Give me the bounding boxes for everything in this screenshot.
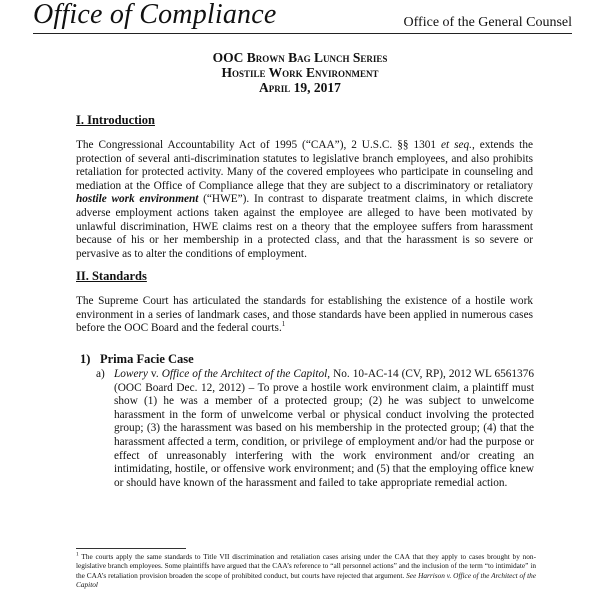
topic-title: Hostile Work Environment — [221, 65, 379, 80]
case-office: Office of the Architect of the Capitol — [161, 368, 328, 380]
office-name: Office of the General Counsel — [403, 15, 572, 30]
list-item — [96, 368, 534, 490]
subsection-heading — [80, 352, 194, 366]
standards-paragraph — [76, 295, 533, 336]
office-logo-text: Office of Compliance — [33, 0, 277, 30]
case-description: , No. 10-AC-14 (CV, RP), 2012 WL 6561376 (OOC Board Dec. 12, 2012) – To prove a hostile work environment claim, a plaintiff must show (1) he was a member of a protected group; (2) he was subject to unwelcome harassment in the form of unwelcome verbal or physical conduct involving the protected group; (3) the harassment was based on his membership in the protected group; (4) that the harassment affected a term, condition, or privilege of employment and/or had the purpose or effect of unreasonably interfering with the work environment and/or creating an intimidating, hostile, or offensive work environment; and (5) that the employing office knew or should have known of the harassment and failed to take appropriate remedial action. — [114, 368, 534, 489]
case-party: Lowery — [114, 368, 148, 380]
date-title: April 19, 2017 — [259, 80, 341, 95]
list-item-letter: a) — [96, 368, 105, 380]
case-versus: v. — [147, 368, 162, 380]
section-heading-standards: II. Standards — [76, 269, 147, 283]
footnote-marker: 1 — [76, 551, 79, 558]
letterhead — [0, 0, 600, 36]
subsection-title: Prima Facie Case — [100, 352, 194, 366]
series-title: OOC Brown Bag Lunch Series — [212, 50, 388, 65]
footnote-reference[interactable]: 1 — [281, 320, 286, 329]
footnote — [76, 552, 536, 590]
intro-text-a: The Congressional Accountability Act of 1995 (“CAA”), 2 U.S.C. §§ 1301 — [76, 139, 441, 151]
header-rule — [33, 33, 572, 34]
standards-text: The Supreme Court has articulated the standards for establishing the existence of a hostile work environment in a series of landmark cases, and those standards have been applied in numerous cases before the OOC Board and the federal courts. — [76, 295, 533, 335]
footnote-rule — [76, 548, 186, 549]
subsection-number: 1) — [80, 352, 91, 366]
section-heading-introduction: I. Introduction — [76, 113, 155, 127]
footnote-text: The courts apply the same standards to Title VII discrimination and retaliation cases arising under the CAA that they apply to cases brought by non-legislative branch employees. Some plaintiffs have argued that the CAA’s reference to “all personnel actions” and the inclusion of the term “to intimidate” in the CAA’s retaliation provision broaden the scope of prohibited conduct, but courts have rejected that argument. — [76, 552, 536, 580]
intro-et-seq: et seq. — [440, 139, 472, 151]
introduction-paragraph — [76, 139, 533, 261]
intro-text-b: , extends the protection of several anti-discrimination statutes to legislative branch employees, and also prohibits retaliation for protected activity. Many of the covered employees who participate in counseling and mediation at the Office of Compliance allege that they are subject to a discriminatory or retaliatory — [76, 139, 533, 192]
intro-hwe-term: hostile work environment — [76, 193, 199, 206]
footnote-citation: See Harrison v. Office of the Architect of the Capitol — [76, 570, 536, 590]
intro-text-c: (“HWE”). In contrast to disparate treatment claims, in which discrete adverse employment actions taken against the employee are alleged to have been motivated by unlawful discrimination, HWE claims rest on a theory that the employee suffers from harassment because of his or her membership in a protected class, and that the harassment is so severe or pervasive as to alter the conditions of employment. — [76, 193, 533, 260]
